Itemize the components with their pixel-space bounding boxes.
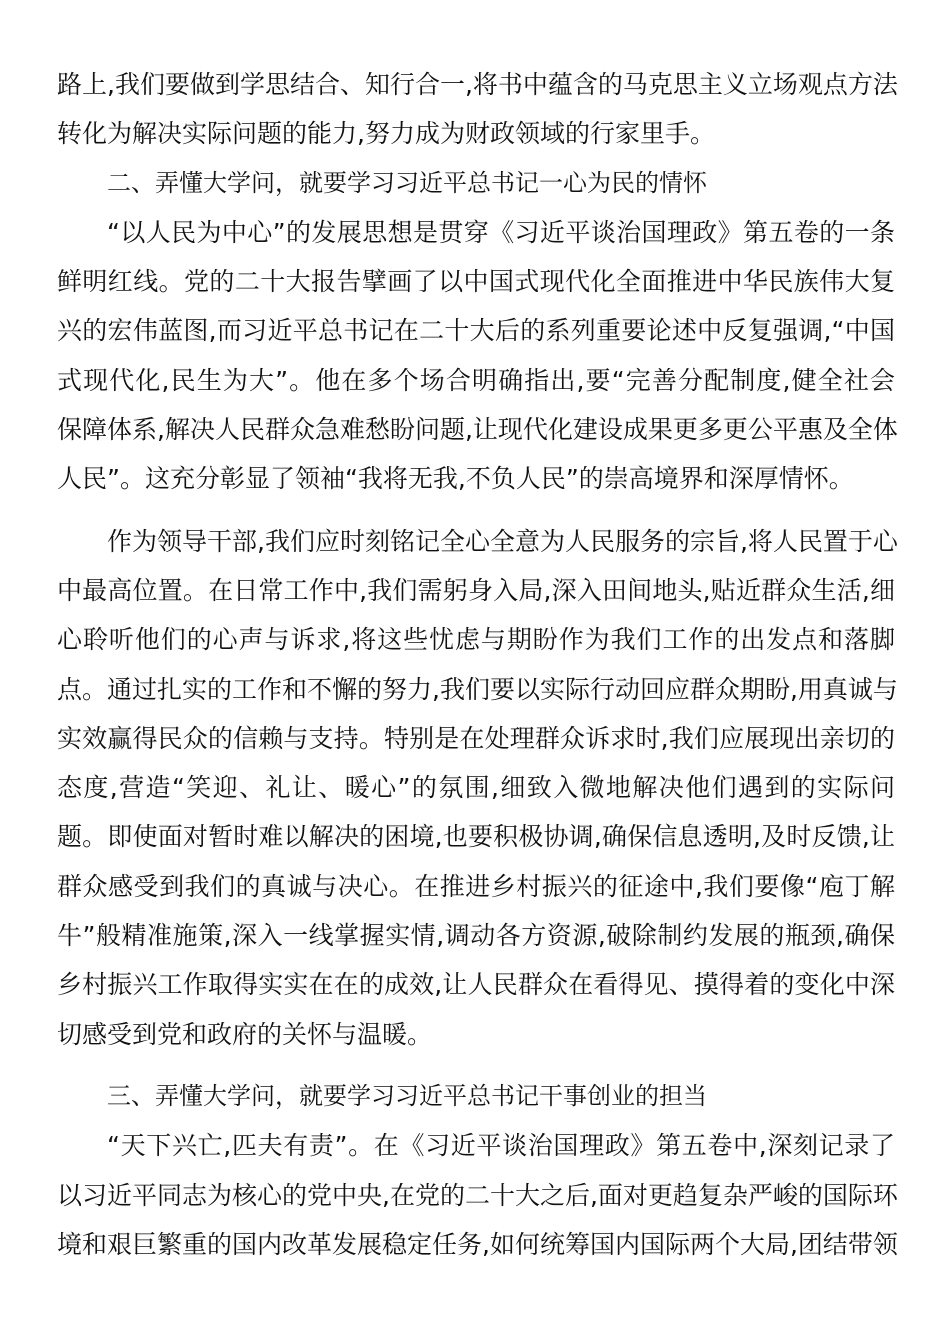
text-line: “以人民为中心”的发展思想是贯穿《习近平谈治国理政》第五卷的一条 [107, 217, 895, 247]
text-line: 题。即使面对暂时难以解决的困境,也要积极协调,确保信息透明,及时反馈,让 [57, 822, 895, 852]
section3-paragraph-1 [57, 1121, 898, 1269]
text-line: 兴的宏伟蓝图,而习近平总书记在二十大后的系列重要论述中反复强调,“中国 [57, 316, 895, 346]
text-line: 境和艰巨繁重的国内改革发展稳定任务,如何统筹国内国际两个大局,团结带领 [57, 1229, 898, 1259]
paragraph-gap [57, 1059, 895, 1072]
text-line: 心聆听他们的心声与诉求,将这些忧虑与期盼作为我们工作的出发点和落脚 [57, 625, 895, 655]
text-line: 人民”。这充分彰显了领袖“我将无我,不负人民”的崇高境界和深厚情怀。 [57, 464, 854, 494]
text-line: 路上,我们要做到学思结合、知行合一,将书中蕴含的马克思主义立场观点方法 [57, 70, 898, 99]
text-line: 切感受到党和政府的关怀与温暖。 [57, 1019, 433, 1049]
text-line: 乡村振兴工作取得实实在在的成效,让人民群众在看得见、摸得着的变化中深 [57, 970, 895, 1000]
text-line: 牛”般精准施策,深入一线掌握实情,调动各方资源,破除制约发展的瓶颈,确保 [57, 921, 895, 951]
text-line: 中最高位置。在日常工作中,我们需躬身入局,深入田间地头,贴近群众生活,细 [57, 575, 895, 605]
document-body [57, 60, 898, 1269]
section-heading-2: 二、弄懂大学问，就要学习习近平总书记一心为民的情怀 [107, 168, 707, 197]
paragraph-continuation [57, 60, 898, 159]
text-line: 以习近平同志为核心的党中央,在党的二十大之后,面对更趋复杂严峻的国际环 [57, 1180, 898, 1210]
text-line: 作为领导干部,我们应时刻铭记全心全意为人民服务的宗旨,将人民置于心 [107, 526, 898, 556]
section2-paragraph-1 [57, 208, 898, 504]
section2-paragraph-2 [57, 517, 898, 1059]
text-line: 转化为解决实际问题的能力,努力成为财政领域的行家里手。 [57, 119, 715, 149]
text-line: 群众感受到我们的真诚与决心。在推进乡村振兴的征途中,我们要像“庖丁解 [57, 871, 895, 901]
text-line: 鲜明红线。党的二十大报告擘画了以中国式现代化全面推进中华民族伟大复 [57, 267, 895, 297]
text-line: 实效赢得民众的信赖与支持。特别是在处理群众诉求时,我们应展现出亲切的 [57, 723, 895, 753]
text-line: 态度,营造“笑迎、礼让、暖心”的氛围,细致入微地解决他们遇到的实际问 [57, 773, 895, 803]
text-line: 保障体系,解决人民群众急难愁盼问题,让现代化建设成果更多更公平惠及全体 [57, 415, 898, 445]
section-heading-3: 三、弄懂大学问，就要学习习近平总书记干事创业的担当 [107, 1081, 707, 1110]
paragraph-gap [57, 504, 895, 517]
text-line: “天下兴亡,匹夫有责”。在《习近平谈治国理政》第五卷中,深刻记录了 [107, 1131, 895, 1161]
text-line: 点。通过扎实的工作和不懈的努力,我们要以实际行动回应群众期盼,用真诚与 [57, 674, 898, 704]
text-line: 式现代化,民生为大”。他在多个场合明确指出,要“完善分配制度,健全社会 [57, 365, 895, 395]
